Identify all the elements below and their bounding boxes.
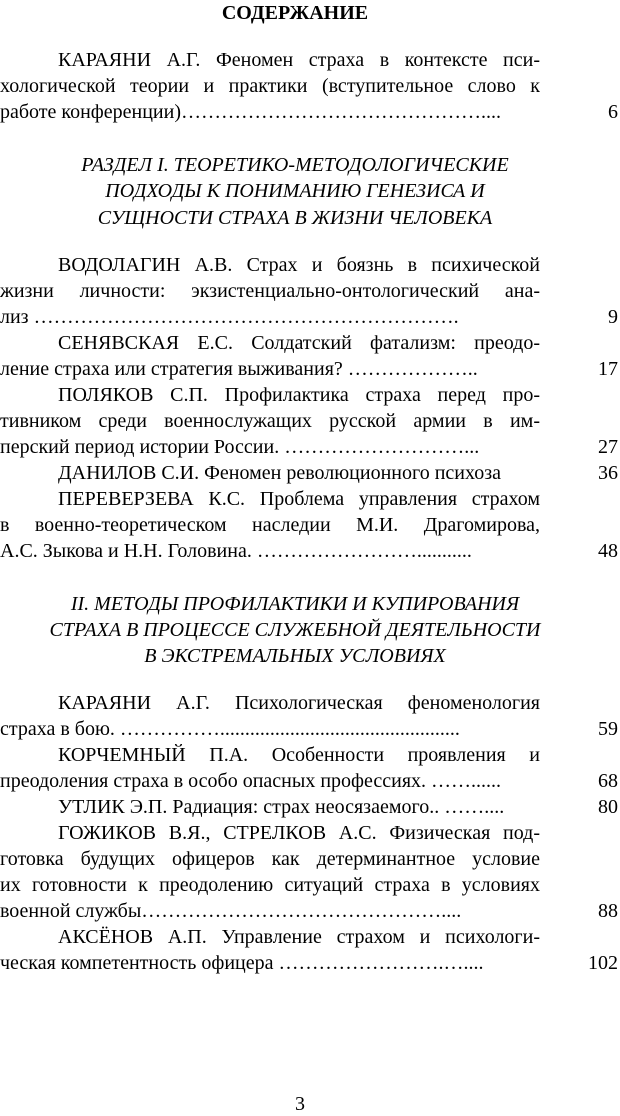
toc-entry-line: ДАНИЛОВ С.И. Феномен революционного психоза xyxy=(58,462,501,484)
toc-page-number: 102 xyxy=(588,952,618,974)
toc-entry-line: АКСЁНОВ А.П. Управление страхом и психологи- xyxy=(58,926,540,948)
toc-page-number: 48 xyxy=(598,540,618,562)
toc-entry-line: в военно-теоретическом наследии М.И. Драгомирова, xyxy=(0,514,540,536)
toc-entry-line: ление страха или стратегия выживания? ……………….. xyxy=(0,358,478,380)
toc-entry-line: ВОДОЛАГИН А.В. Страх и боязнь в психической xyxy=(58,254,540,276)
toc-entry-line: А.С. Зыкова и Н.Н. Головина. ……………………........... xyxy=(0,540,472,562)
toc-entry-line: СЕНЯВСКАЯ Е.С. Солдатский фатализм: преодо- xyxy=(58,332,540,354)
section-heading-line-1: РАЗДЕЛ I. ТЕОРЕТИКО-МЕТОДОЛОГИЧЕСКИЕ xyxy=(81,154,509,176)
toc-page-number: 68 xyxy=(598,770,618,792)
section-heading-line-2: СТРАХА В ПРОЦЕССЕ СЛУЖЕБНОЙ ДЕЯТЕЛЬНОСТИ xyxy=(49,619,541,641)
toc-entry-intro-line-2: хологической теории и практики (вступительное слово к xyxy=(0,75,540,97)
toc-entry-line: лиз ………………………………………………………. xyxy=(0,306,459,328)
page-title: СОДЕРЖАНИЕ xyxy=(221,2,369,24)
section-heading-line-2: ПОДХОДЫ К ПОНИМАНИЮ ГЕНЕЗИСА И xyxy=(105,180,485,202)
toc-entry-line: готовка будущих офицеров как детерминантное условие xyxy=(0,848,540,870)
toc-entry-line: тивником среди военнослужащих русской армии в им- xyxy=(0,410,540,432)
toc-page-number: 88 xyxy=(598,900,618,922)
toc-page-number: 80 xyxy=(598,796,618,818)
toc-entry-line: ПОЛЯКОВ С.П. Профилактика страха перед про- xyxy=(58,384,540,406)
toc-entry-line: преодоления страха в особо опасных профессиях. ……...... xyxy=(0,770,502,792)
toc-entry-line: ГОЖИКОВ В.Я., СТРЕЛКОВ А.С. Физическая под- xyxy=(58,822,540,844)
toc-page-number: 6 xyxy=(608,101,618,123)
toc-entry-line: ческая компетентность офицера …………………….….... xyxy=(0,952,484,974)
toc-entry-line: перский период истории России. ………………………... xyxy=(0,436,480,458)
toc-entry-intro-line-1: КАРАЯНИ А.Г. Феномен страха в контексте пси- xyxy=(58,49,540,71)
toc-entry-line: страха в бою. ……………................................................ xyxy=(0,718,460,740)
toc-entry-line: ПЕРЕВЕРЗЕВА К.С. Проблема управления страхом xyxy=(58,488,540,510)
toc-page-number: 59 xyxy=(598,718,618,740)
toc-entry-intro-line-3: работе конференции)……………………………………….... xyxy=(0,101,501,123)
toc-page-number: 27 xyxy=(598,436,618,458)
section-heading-line-1: II. МЕТОДЫ ПРОФИЛАКТИКИ И КУПИРОВАНИЯ xyxy=(70,593,520,615)
toc-page-number: 17 xyxy=(598,358,618,380)
toc-entry-line: УТЛИК Э.П. Радиация: страх неосязаемого.. …….... xyxy=(58,796,505,818)
toc-page-number: 9 xyxy=(608,306,618,328)
section-heading-line-3: СУЩНОСТИ СТРАХА В ЖИЗНИ ЧЕЛОВЕКА xyxy=(97,207,493,229)
toc-entry-line: их готовности к преодолению ситуаций страха в условиях xyxy=(0,874,540,896)
section-heading-line-3: В ЭКСТРЕМАЛЬНЫХ УСЛОВИЯХ xyxy=(144,645,446,667)
toc-entry-line: КОРЧЕМНЫЙ П.А. Особенности проявления и xyxy=(58,744,540,766)
toc-page-number: 36 xyxy=(598,462,618,484)
page-number-footer: 3 xyxy=(295,1093,305,1115)
toc-entry-line: жизни личности: экзистенциально-онтологический ана- xyxy=(0,280,540,302)
toc-entry-line: военной службы……………………………………….... xyxy=(0,900,462,922)
toc-entry-line: КАРАЯНИ А.Г. Психологическая феноменология xyxy=(58,692,540,714)
